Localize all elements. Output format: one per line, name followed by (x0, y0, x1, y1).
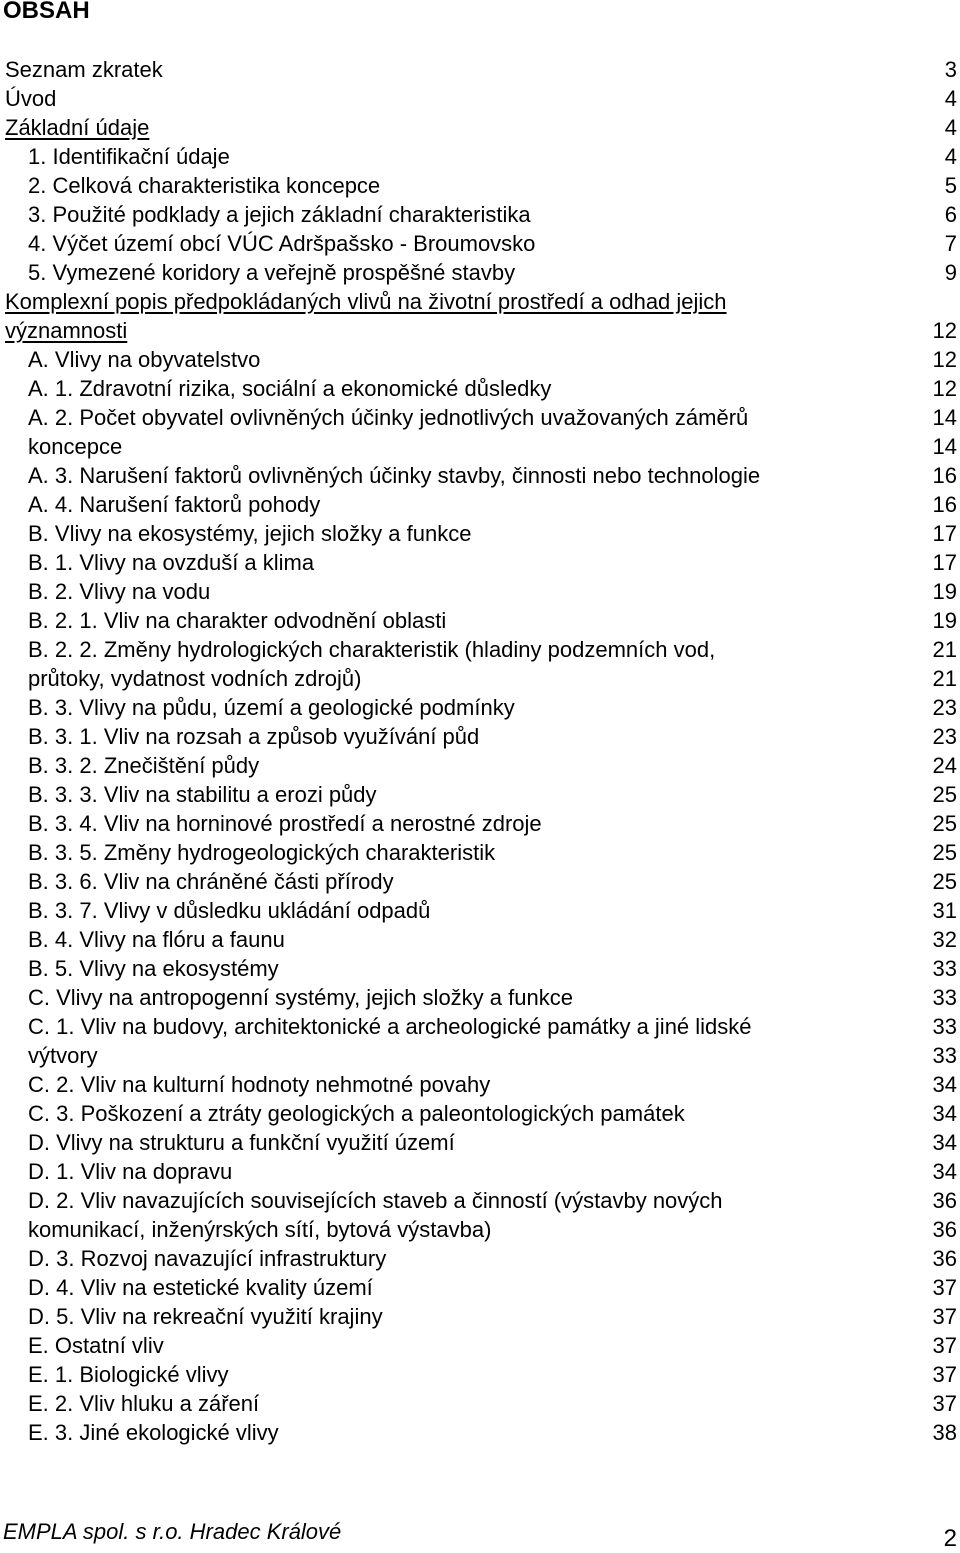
page-footer (0, 1517, 960, 1551)
toc-entry-label: C. 3. Poškození a ztráty geologických a paleontologických památek (28, 1101, 685, 1126)
toc-entry-page: 33 (932, 985, 957, 1010)
toc-entry-label: A. 1. Zdravotní rizika, sociální a ekonomické důsledky (28, 376, 552, 401)
toc-entry[interactable] (0, 1041, 960, 1070)
toc-entry-label: B. 2. Vlivy na vodu (28, 579, 211, 604)
toc-entry-label: Komplexní popis předpokládaných vlivů na životní prostředí a odhad jejich (5, 289, 727, 314)
toc-entry-label: B. 2. 1. Vliv na charakter odvodnění oblasti (28, 608, 447, 633)
toc-entry-label: C. 1. Vliv na budovy, architektonické a archeologické památky a jiné lidské (28, 1014, 752, 1039)
toc-entry[interactable] (0, 461, 960, 490)
toc-entry[interactable] (0, 925, 960, 954)
toc-entry-page: 36 (932, 1246, 957, 1271)
toc-entry-label: 4. Výčet území obcí VÚC Adršpašsko - Broumovsko (28, 231, 536, 256)
toc-entry-label: B. 3. Vlivy na půdu, území a geologické podmínky (28, 695, 515, 720)
page-title: OBSAH (3, 0, 90, 24)
toc-entry-page: 21 (932, 637, 957, 662)
toc-entry-page: 38 (932, 1420, 957, 1445)
toc-entry-page: 19 (932, 608, 957, 633)
toc-entry-label: B. 3. 3. Vliv na stabilitu a erozi půdy (28, 782, 377, 807)
toc-entry-page: 33 (932, 1043, 957, 1068)
toc-entry[interactable] (0, 1360, 960, 1389)
toc-entry[interactable] (0, 1157, 960, 1186)
toc-entry[interactable] (0, 635, 960, 664)
toc-entry[interactable] (0, 1186, 960, 1215)
toc-entry[interactable] (0, 1244, 960, 1273)
toc-entry-label: D. 3. Rozvoj navazující infrastruktury (28, 1246, 387, 1271)
toc-entry-label: koncepce (28, 434, 123, 459)
toc-entry-label: C. Vlivy na antropogenní systémy, jejich složky a funkce (28, 985, 573, 1010)
toc-entry-page: 34 (932, 1130, 957, 1155)
toc-entry-page: 24 (932, 753, 957, 778)
toc-entry-label: B. 3. 6. Vliv na chráněné části přírody (28, 869, 394, 894)
toc-entry-page: 37 (932, 1333, 957, 1358)
toc-entry-page: 34 (932, 1101, 957, 1126)
toc-entry-page: 21 (932, 666, 957, 691)
toc-entry[interactable] (0, 258, 960, 287)
toc-entry-label: A. Vlivy na obyvatelstvo (28, 347, 261, 372)
toc-entry-page: 37 (932, 1391, 957, 1416)
toc-entry-page: 32 (932, 927, 957, 952)
toc-entry-label: D. Vlivy na strukturu a funkční využití území (28, 1130, 455, 1155)
toc-entry-label: E. 3. Jiné ekologické vlivy (28, 1420, 279, 1445)
toc-entry-page: 23 (932, 724, 957, 749)
toc-entry[interactable] (0, 664, 960, 693)
toc-entry[interactable] (0, 345, 960, 374)
toc-entry-label: B. 4. Vlivy na flóru a faunu (28, 927, 285, 952)
footer-company: EMPLA spol. s r.o. Hradec Králové (3, 1519, 342, 1544)
toc-entry-page: 36 (932, 1217, 957, 1242)
toc-entry[interactable] (0, 142, 960, 171)
toc-entry-label: A. 2. Počet obyvatel ovlivněných účinky jednotlivých uvažovaných záměrů (28, 405, 749, 430)
toc-entry-label: B. 3. 7. Vlivy v důsledku ukládání odpadů (28, 898, 431, 923)
toc-entry-page: 31 (932, 898, 957, 923)
toc-entry-page: 17 (932, 550, 957, 575)
toc-entry-label: B. 2. 2. Změny hydrologických charakteristik (hladiny podzemních vod, (28, 637, 716, 662)
toc-entry-page: 25 (932, 840, 957, 865)
toc-entry-page: 17 (932, 521, 957, 546)
toc-entry[interactable] (0, 983, 960, 1012)
toc-entry[interactable] (0, 1273, 960, 1302)
toc-entry-page: 12 (932, 376, 957, 401)
toc-entry[interactable] (0, 780, 960, 809)
toc-entry-page: 4 (944, 86, 957, 111)
toc-entry-page: 9 (944, 260, 957, 285)
table-of-contents (0, 55, 960, 1447)
toc-entry[interactable] (0, 896, 960, 925)
toc-entry-label: D. 1. Vliv na dopravu (28, 1159, 233, 1184)
toc-entry[interactable] (0, 287, 960, 316)
toc-entry[interactable] (0, 606, 960, 635)
toc-entry[interactable] (0, 432, 960, 461)
toc-entry[interactable] (0, 1099, 960, 1128)
toc-entry-label: významnosti (5, 318, 128, 343)
toc-entry[interactable] (0, 809, 960, 838)
toc-entry-page: 7 (944, 231, 957, 256)
toc-entry[interactable] (0, 1215, 960, 1244)
toc-entry-page: 37 (932, 1362, 957, 1387)
toc-entry-page: 16 (932, 492, 957, 517)
toc-entry[interactable] (0, 113, 960, 142)
toc-entry[interactable] (0, 1331, 960, 1360)
toc-entry[interactable] (0, 490, 960, 519)
toc-entry[interactable] (0, 374, 960, 403)
toc-entry-label: Základní údaje (5, 115, 150, 140)
toc-entry-label: 5. Vymezené koridory a veřejně prospěšné stavby (28, 260, 516, 285)
toc-entry[interactable] (0, 693, 960, 722)
toc-entry-label: D. 5. Vliv na rekreační využití krajiny (28, 1304, 383, 1329)
toc-entry-page: 23 (932, 695, 957, 720)
toc-entry-page: 36 (932, 1188, 957, 1213)
toc-entry-label: A. 3. Narušení faktorů ovlivněných účinky stavby, činnosti nebo technologie (28, 463, 761, 488)
toc-entry[interactable] (0, 84, 960, 113)
toc-entry[interactable] (0, 403, 960, 432)
toc-entry-page: 6 (944, 202, 957, 227)
toc-entry-label: E. Ostatní vliv (28, 1333, 164, 1358)
toc-entry-label: B. 3. 5. Změny hydrogeologických charakteristik (28, 840, 496, 865)
toc-entry-page: 34 (932, 1072, 957, 1097)
toc-entry-page: 33 (932, 956, 957, 981)
toc-entry-label: 2. Celková charakteristika koncepce (28, 173, 381, 198)
toc-entry-label: D. 2. Vliv navazujících souvisejících staveb a činností (výstavby nových (28, 1188, 723, 1213)
toc-entry-label: výtvory (28, 1043, 98, 1068)
toc-entry[interactable] (0, 838, 960, 867)
toc-entry-page: 4 (944, 115, 957, 140)
toc-entry-page: 14 (932, 405, 957, 430)
toc-entry-label: B. 3. 2. Znečištění půdy (28, 753, 260, 778)
toc-entry[interactable] (0, 316, 960, 345)
toc-entry-page: 12 (932, 318, 957, 343)
toc-entry-label: A. 4. Narušení faktorů pohody (28, 492, 321, 517)
toc-entry-label: B. 3. 1. Vliv na rozsah a způsob využívání půd (28, 724, 480, 749)
toc-entry-page: 33 (932, 1014, 957, 1039)
toc-entry-label: 3. Použité podklady a jejich základní charakteristika (28, 202, 531, 227)
toc-entry[interactable] (0, 1389, 960, 1418)
toc-entry-label: B. 1. Vlivy na ovzduší a klima (28, 550, 315, 575)
toc-entry-label: E. 1. Biologické vlivy (28, 1362, 229, 1387)
toc-entry-page: 14 (932, 434, 957, 459)
toc-entry[interactable] (0, 548, 960, 577)
toc-entry-page: 25 (932, 811, 957, 836)
toc-entry-page: 37 (932, 1275, 957, 1300)
toc-entry-page: 37 (932, 1304, 957, 1329)
toc-entry[interactable] (0, 171, 960, 200)
toc-entry[interactable] (0, 55, 960, 84)
toc-entry-page: 12 (932, 347, 957, 372)
toc-entry[interactable] (0, 751, 960, 780)
toc-entry-label: D. 4. Vliv na estetické kvality území (28, 1275, 373, 1300)
toc-entry-page: 4 (944, 144, 957, 169)
toc-entry-label: C. 2. Vliv na kulturní hodnoty nehmotné povahy (28, 1072, 491, 1097)
toc-entry-page: 16 (932, 463, 957, 488)
toc-entry[interactable] (0, 519, 960, 548)
toc-entry[interactable] (0, 1302, 960, 1331)
toc-entry-label: Seznam zkratek (5, 57, 163, 82)
toc-entry-page: 5 (944, 173, 957, 198)
toc-entry[interactable] (0, 1418, 960, 1447)
toc-entry-label: B. Vlivy na ekosystémy, jejich složky a funkce (28, 521, 472, 546)
toc-entry-page: 19 (932, 579, 957, 604)
toc-entry-label: E. 2. Vliv hluku a záření (28, 1391, 260, 1416)
toc-entry-label: průtoky, vydatnost vodních zdrojů) (28, 666, 362, 691)
toc-entry-label: 1. Identifikační údaje (28, 144, 230, 169)
toc-entry-label: B. 5. Vlivy na ekosystémy (28, 956, 279, 981)
toc-entry[interactable] (0, 200, 960, 229)
footer-page-number: 2 (943, 1525, 957, 1552)
toc-entry-page: 3 (944, 57, 957, 82)
toc-entry[interactable] (0, 1128, 960, 1157)
toc-entry-page: 34 (932, 1159, 957, 1184)
toc-entry-page: 25 (932, 782, 957, 807)
toc-entry[interactable] (0, 1012, 960, 1041)
toc-entry[interactable] (0, 1070, 960, 1099)
toc-entry[interactable] (0, 577, 960, 606)
toc-entry-label: Úvod (5, 86, 57, 111)
toc-entry[interactable] (0, 722, 960, 751)
toc-entry[interactable] (0, 954, 960, 983)
toc-entry-page: 25 (932, 869, 957, 894)
toc-entry[interactable] (0, 229, 960, 258)
toc-entry-label: B. 3. 4. Vliv na horninové prostředí a nerostné zdroje (28, 811, 542, 836)
toc-entry-label: komunikací, inženýrských sítí, bytová výstavba) (28, 1217, 492, 1242)
toc-entry[interactable] (0, 867, 960, 896)
